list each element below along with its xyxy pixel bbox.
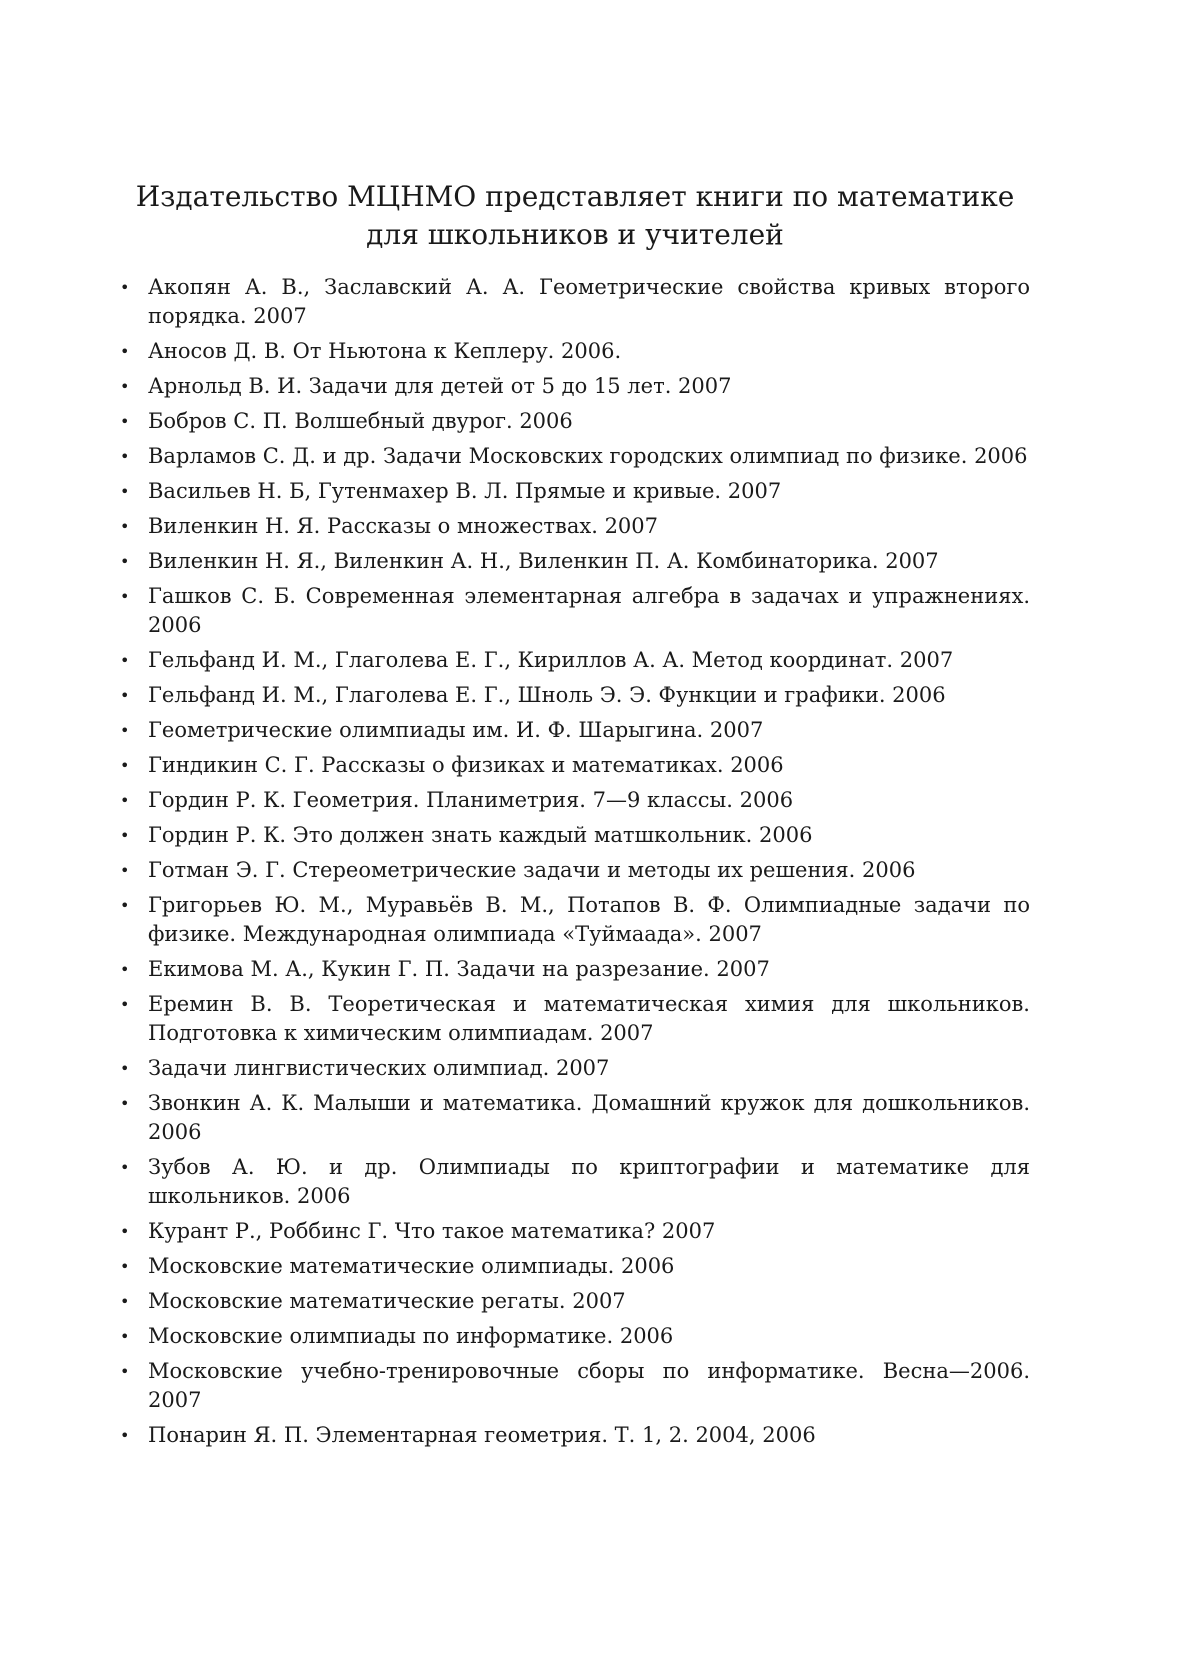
- bullet-icon: •: [120, 372, 129, 401]
- book-list-item: [120, 582, 1030, 640]
- bullet-icon: •: [120, 273, 129, 302]
- book-list-item: [120, 1252, 1030, 1281]
- bullet-icon: •: [120, 1153, 129, 1182]
- bullet-icon: •: [120, 1322, 129, 1351]
- book-list: [120, 273, 1030, 1456]
- book-entry-text: Виленкин Н. Я., Виленкин А. Н., Виленкин П. А. Комбинаторика. 2007: [148, 549, 939, 573]
- bullet-icon: •: [120, 990, 129, 1019]
- book-list-item: [120, 512, 1030, 541]
- title-line-1: Издательство МЦНМО представляет книги по математике: [110, 178, 1040, 216]
- book-list-item: [120, 477, 1030, 506]
- book-entry-text: Акопян А. В., Заславский А. А. Геометрические свойства кривых второго порядка. 2007: [148, 275, 1030, 328]
- book-list-item: [120, 646, 1030, 675]
- book-entry-text: Варламов С. Д. и др. Задачи Московских городских олимпиад по физике. 2006: [148, 444, 1028, 468]
- book-entry-text: Зубов А. Ю. и др. Олимпиады по криптографии и математике для школьников. 2006: [148, 1155, 1030, 1208]
- bullet-icon: •: [120, 582, 129, 611]
- bullet-icon: •: [120, 856, 129, 885]
- bullet-icon: •: [120, 821, 129, 850]
- book-entry-text: Курант Р., Роббинс Г. Что такое математика? 2007: [148, 1219, 715, 1243]
- book-entry-text: Задачи лингвистических олимпиад. 2007: [148, 1056, 609, 1080]
- book-entry-text: Готман Э. Г. Стереометрические задачи и методы их решения. 2006: [148, 858, 915, 882]
- bullet-icon: •: [120, 1421, 129, 1450]
- book-list-item: [120, 407, 1030, 436]
- book-entry-text: Аносов Д. В. От Ньютона к Кеплеру. 2006.: [148, 339, 621, 363]
- book-list-item: [120, 273, 1030, 331]
- book-entry-text: Московские математические регаты. 2007: [148, 1289, 626, 1313]
- title-line-2: для школьников и учителей: [110, 216, 1040, 254]
- book-entry-text: Понарин Я. П. Элементарная геометрия. Т. 1, 2. 2004, 2006: [148, 1423, 816, 1447]
- bullet-icon: •: [120, 477, 129, 506]
- bullet-icon: •: [120, 407, 129, 436]
- book-list-item: [120, 547, 1030, 576]
- bullet-icon: •: [120, 1217, 129, 1246]
- book-list-item: [120, 1089, 1030, 1147]
- book-entry-text: Екимова М. А., Кукин Г. П. Задачи на разрезание. 2007: [148, 957, 770, 981]
- book-list-item: [120, 1421, 1030, 1450]
- bullet-icon: •: [120, 955, 129, 984]
- book-entry-text: Московские учебно-тренировочные сборы по информатике. Весна—2006. 2007: [148, 1359, 1030, 1412]
- book-list-item: [120, 955, 1030, 984]
- book-entry-text: Григорьев Ю. М., Муравьёв В. М., Потапов В. Ф. Олимпиадные задачи по физике. Международная олимпиада «Туймаада». 2007: [148, 893, 1030, 946]
- book-entry-text: Звонкин А. К. Малыши и математика. Домашний кружок для дошкольников. 2006: [148, 1091, 1030, 1144]
- book-list-item: [120, 1153, 1030, 1211]
- book-list-item: [120, 1054, 1030, 1083]
- bullet-icon: •: [120, 337, 129, 366]
- book-list-item: [120, 1357, 1030, 1415]
- book-entry-text: Геометрические олимпиады им. И. Ф. Шарыгина. 2007: [148, 718, 763, 742]
- bullet-icon: •: [120, 681, 129, 710]
- book-list-item: [120, 716, 1030, 745]
- bullet-icon: •: [120, 1252, 129, 1281]
- book-entry-text: Московские математические олимпиады. 2006: [148, 1254, 674, 1278]
- bullet-icon: •: [120, 1089, 129, 1118]
- book-list-item: [120, 1287, 1030, 1316]
- bullet-icon: •: [120, 442, 129, 471]
- book-entry-text: Гашков С. Б. Современная элементарная алгебра в задачах и упражнениях. 2006: [148, 584, 1030, 637]
- book-list-item: [120, 372, 1030, 401]
- book-list-item: [120, 786, 1030, 815]
- page-title: [110, 178, 1040, 254]
- book-list-item: [120, 442, 1030, 471]
- book-list-item: [120, 337, 1030, 366]
- bullet-icon: •: [120, 1287, 129, 1316]
- book-entry-text: Васильев Н. Б, Гутенмахер В. Л. Прямые и кривые. 2007: [148, 479, 781, 503]
- book-entry-text: Московские олимпиады по информатике. 2006: [148, 1324, 673, 1348]
- bullet-icon: •: [120, 786, 129, 815]
- book-entry-text: Арнольд В. И. Задачи для детей от 5 до 15 лет. 2007: [148, 374, 732, 398]
- book-list-item: [120, 990, 1030, 1048]
- bullet-icon: •: [120, 751, 129, 780]
- book-list-item: [120, 751, 1030, 780]
- bullet-icon: •: [120, 512, 129, 541]
- book-entry-text: Гордин Р. К. Геометрия. Планиметрия. 7—9 классы. 2006: [148, 788, 793, 812]
- book-entry-text: Гиндикин С. Г. Рассказы о физиках и математиках. 2006: [148, 753, 784, 777]
- document-page: [0, 0, 1200, 1655]
- book-list-item: [120, 856, 1030, 885]
- bullet-icon: •: [120, 891, 129, 920]
- book-list-item: [120, 891, 1030, 949]
- book-entry-text: Гельфанд И. М., Глаголева Е. Г., Шноль Э. Э. Функции и графики. 2006: [148, 683, 946, 707]
- bullet-icon: •: [120, 1357, 129, 1386]
- book-entry-text: Гельфанд И. М., Глаголева Е. Г., Кириллов А. А. Метод координат. 2007: [148, 648, 953, 672]
- book-list-item: [120, 1322, 1030, 1351]
- book-entry-text: Бобров С. П. Волшебный двурог. 2006: [148, 409, 573, 433]
- book-entry-text: Гордин Р. К. Это должен знать каждый матшкольник. 2006: [148, 823, 812, 847]
- book-list-item: [120, 681, 1030, 710]
- book-entry-text: Еремин В. В. Теоретическая и математическая химия для школьников. Подготовка к химическим олимпиадам. 2007: [148, 992, 1030, 1045]
- bullet-icon: •: [120, 716, 129, 745]
- bullet-icon: •: [120, 646, 129, 675]
- bullet-icon: •: [120, 1054, 129, 1083]
- bullet-icon: •: [120, 547, 129, 576]
- book-list-item: [120, 1217, 1030, 1246]
- book-entry-text: Виленкин Н. Я. Рассказы о множествах. 2007: [148, 514, 658, 538]
- book-list-item: [120, 821, 1030, 850]
